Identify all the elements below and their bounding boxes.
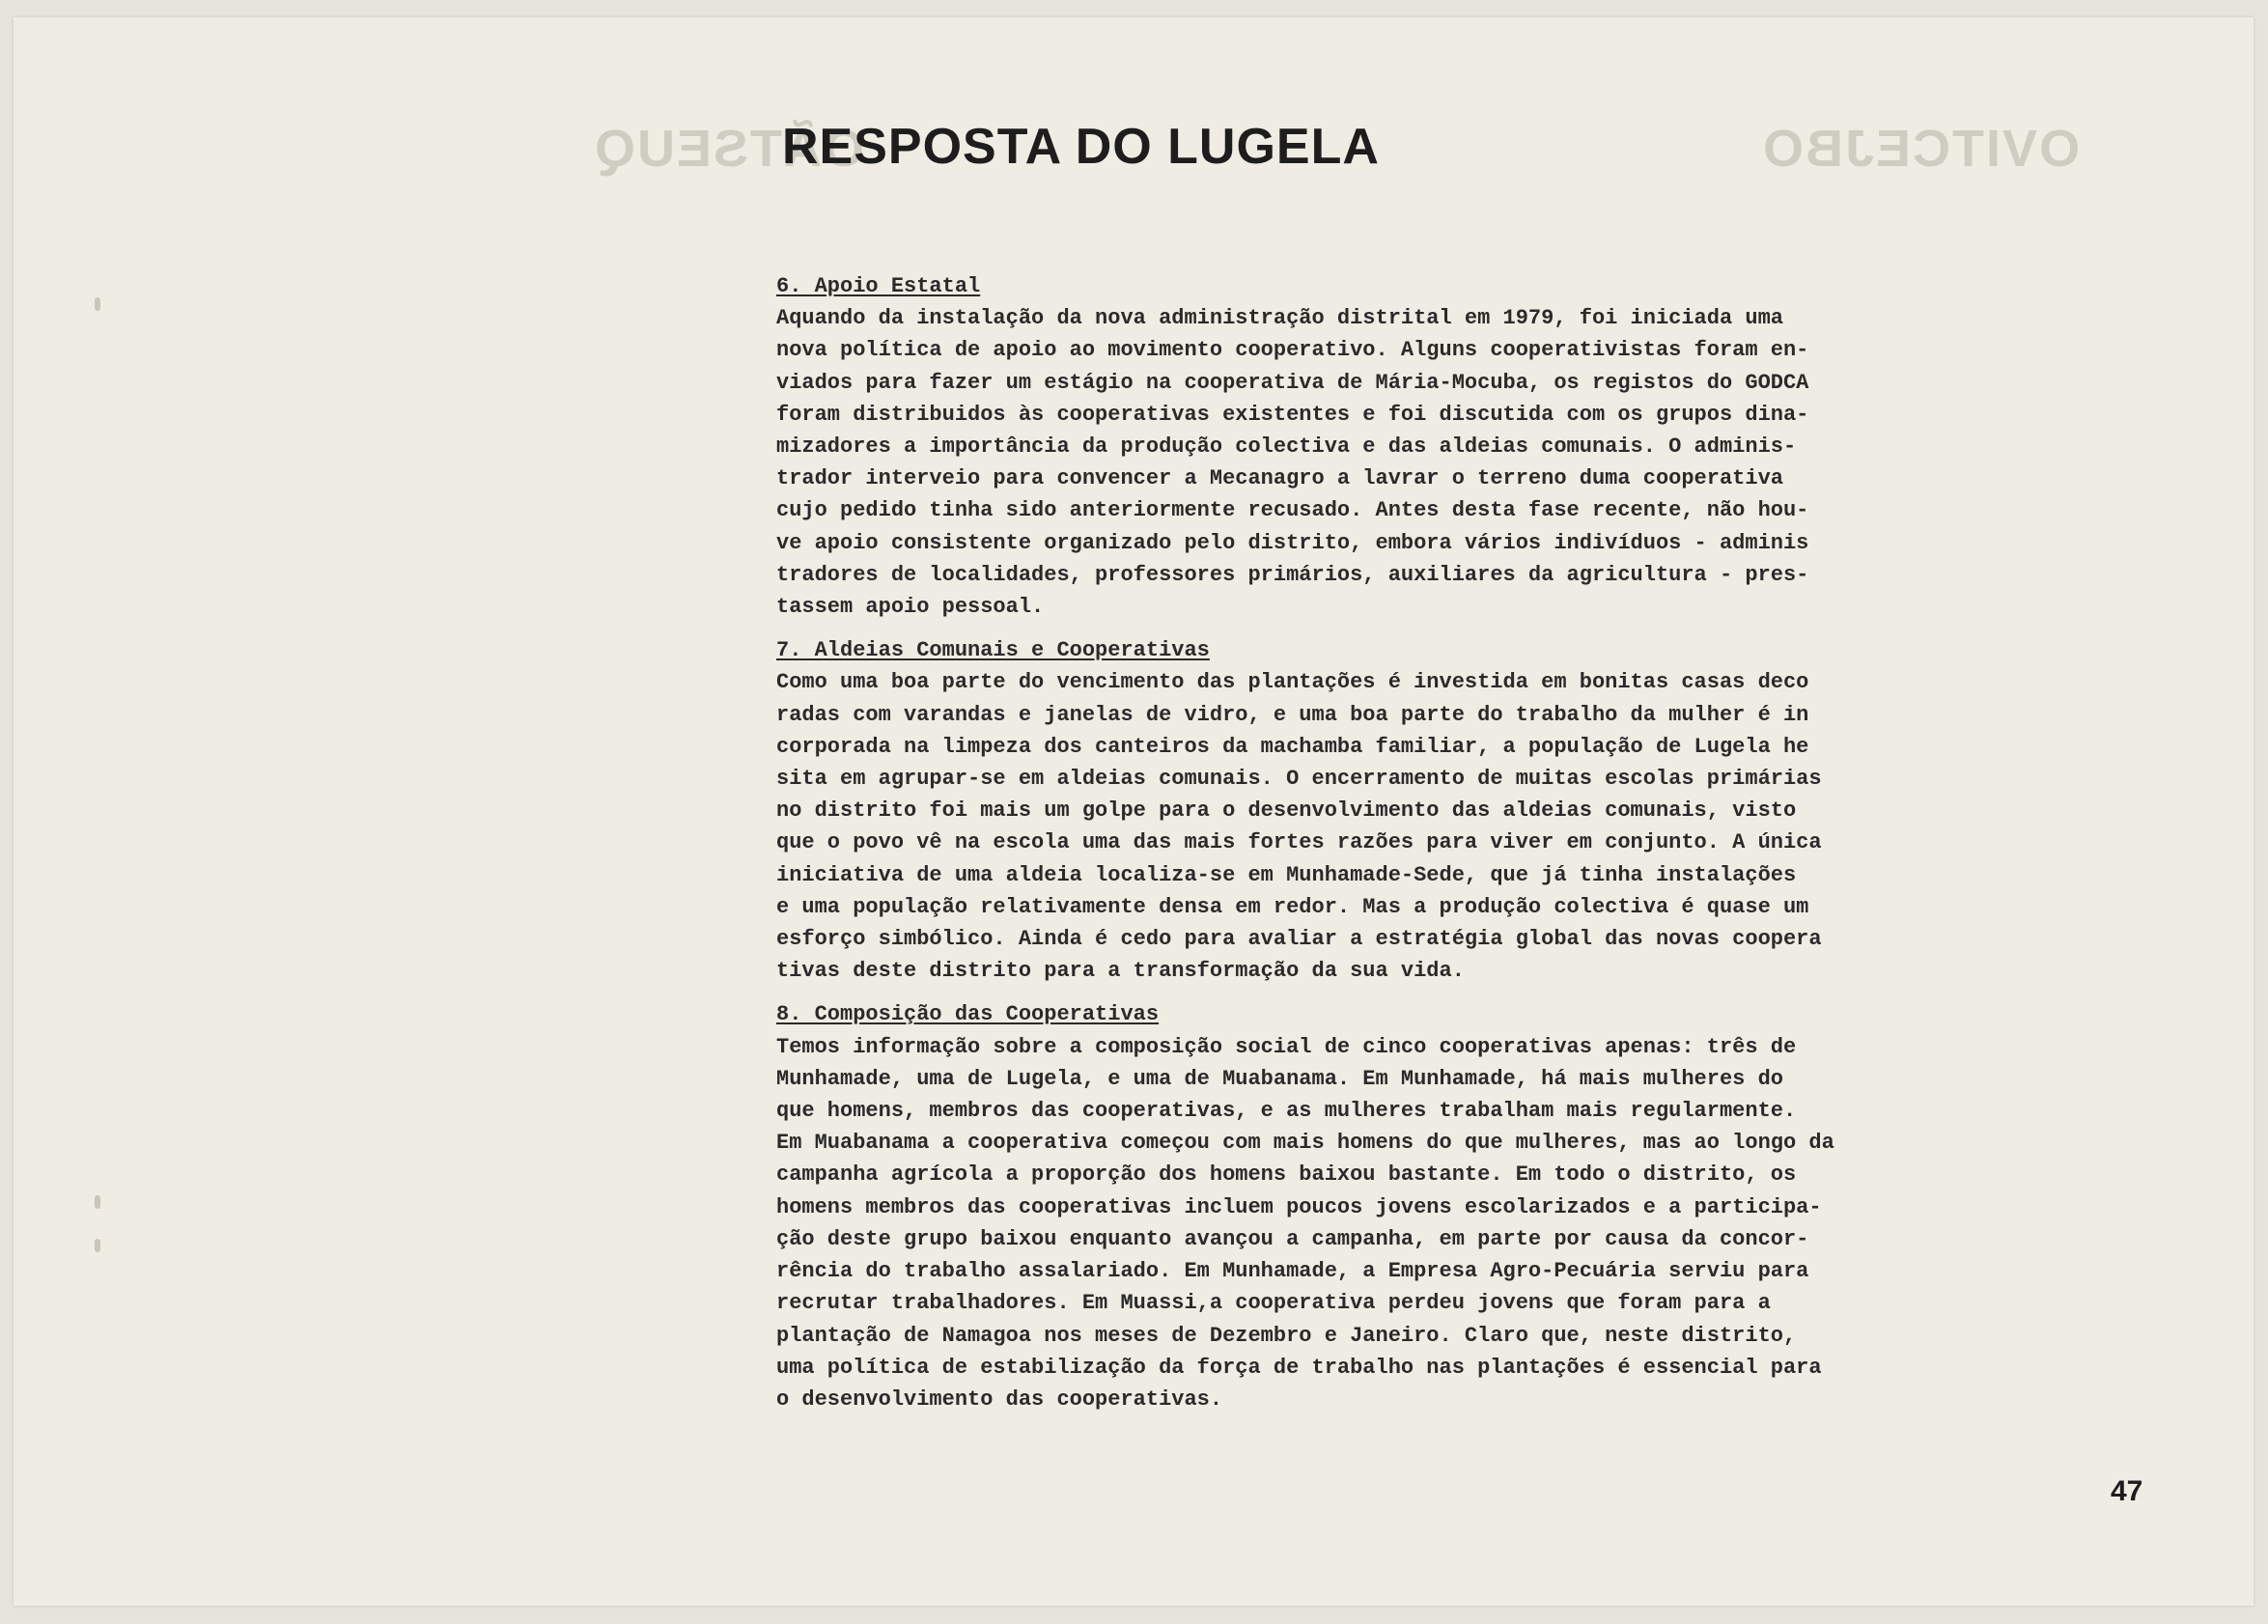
- paragraph-line: uma política de estabilização da força de trabalho nas plantações é essencial para: [776, 1355, 1822, 1380]
- paragraph-line: que homens, membros das cooperativas, e as mulheres trabalham mais regularmente.: [776, 1099, 1797, 1124]
- document-page: [14, 17, 2254, 1606]
- paragraph-line: ve apoio consistente organizado pelo distrito, embora vários indivíduos - adminis: [776, 530, 1809, 555]
- paragraph-line: cujo pedido tinha sido anteriormente recusado. Antes desta fase recente, não hou-: [776, 498, 1809, 523]
- paragraph-line: tivas deste distrito para a transformação da sua vida.: [776, 959, 1465, 984]
- paragraph-line: o desenvolvimento das cooperativas.: [776, 1386, 1223, 1412]
- section: [776, 998, 2128, 1415]
- paragraph-line: rência do trabalho assalariado. Em Munhamade, a Empresa Agro-Pecuária serviu para: [776, 1259, 1809, 1284]
- paragraph-line: mizadores a importância da produção colectiva e das aldeias comunais. O adminis-: [776, 434, 1797, 460]
- show-through-text-left: OÃTSEUQ: [593, 120, 865, 178]
- paragraph-line: radas com varandas e janelas de vidro, e uma boa parte do trabalho da mulher é in: [776, 702, 1809, 727]
- paragraph-line: no distrito foi mais um golpe para o desenvolvimento das aldeias comunais, visto: [776, 798, 1797, 824]
- paragraph-line: nova política de apoio ao movimento cooperativo. Alguns cooperativistas foram en-: [776, 338, 1809, 363]
- show-through-text-right: OVITCEJBO: [1761, 120, 2081, 178]
- section-heading: 8. Composição das Cooperativas: [776, 1002, 1160, 1027]
- paragraph-line: trador interveio para convencer a Mecanagro a lavrar o terreno duma cooperativa: [776, 466, 1783, 491]
- paragraph-line: ção deste grupo baixou enquanto avançou a campanha, em parte por causa da concor-: [776, 1226, 1809, 1251]
- section: [776, 634, 2128, 987]
- paragraph-line: Munhamade, uma de Lugela, e uma de Muabanama. Em Munhamade, há mais mulheres do: [776, 1066, 1783, 1091]
- paragraph-line: recrutar trabalhadores. Em Muassi,a cooperativa perdeu jovens que foram para a: [776, 1291, 1771, 1316]
- punch-hole-mark: [95, 1195, 100, 1209]
- page-number: 47: [2111, 1475, 2143, 1507]
- paragraph-line: viados para fazer um estágio na cooperativa de Mária-Mocuba, os registos do GODCA: [776, 370, 1809, 395]
- paragraph-line: Como uma boa parte do vencimento das plantações é investida em bonitas casas deco: [776, 670, 1809, 695]
- paragraph-line: Em Muabanama a cooperativa começou com mais homens do que mulheres, mas ao longo da: [776, 1131, 1834, 1156]
- paragraph-line: corporada na limpeza dos canteiros da machamba familiar, a população de Lugela he: [776, 734, 1809, 759]
- paragraph-line: foram distribuidos às cooperativas existentes e foi discutida com os grupos dina-: [776, 402, 1809, 427]
- paragraph-line: que o povo vê na escola uma das mais fortes razões para viver em conjunto. A única: [776, 830, 1822, 855]
- paragraph-line: sita em agrupar-se em aldeias comunais. O encerramento de muitas escolas primárias: [776, 767, 1822, 792]
- section: [776, 270, 2128, 623]
- paragraph-line: Aquando da instalação da nova administração distrital em 1979, foi iniciada uma: [776, 306, 1783, 331]
- paragraph-line: tassem apoio pessoal.: [776, 595, 1045, 620]
- document-body: [776, 270, 2128, 1415]
- section-heading: 6. Apoio Estatal: [776, 274, 981, 298]
- punch-hole-mark: [95, 297, 100, 311]
- paragraph-line: esforço simbólico. Ainda é cedo para avaliar a estratégia global das novas coopera: [776, 927, 1822, 952]
- paragraph-line: e uma população relativamente densa em redor. Mas a produção colectiva é quase um: [776, 894, 1809, 919]
- page-title: RESPOSTA DO LUGELA: [782, 119, 1380, 175]
- paragraph-line: iniciativa de uma aldeia localiza-se em Munhamade-Sede, que já tinha instalações: [776, 862, 1797, 887]
- paragraph-line: Temos informação sobre a composição social de cinco cooperativas apenas: três de: [776, 1034, 1797, 1059]
- paragraph-line: homens membros das cooperativas incluem poucos jovens escolarizados e a participa-: [776, 1194, 1822, 1219]
- paragraph-line: plantação de Namagoa nos meses de Dezembro e Janeiro. Claro que, neste distrito,: [776, 1323, 1797, 1348]
- punch-hole-mark: [95, 1239, 100, 1252]
- paragraph-line: tradores de localidades, professores primários, auxiliares da agricultura - pres-: [776, 562, 1809, 587]
- section-heading: 7. Aldeias Comunais e Cooperativas: [776, 638, 1210, 663]
- paragraph-line: campanha agrícola a proporção dos homens baixou bastante. Em todo o distrito, os: [776, 1162, 1797, 1188]
